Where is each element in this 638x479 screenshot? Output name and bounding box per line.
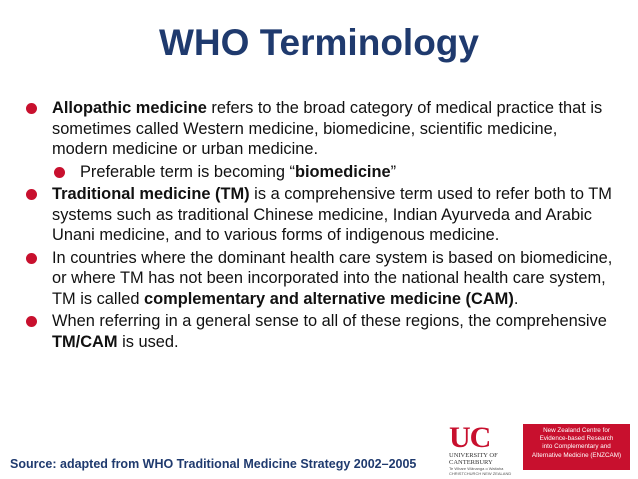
badge-line: into Complementary and xyxy=(542,443,611,451)
badge-line: New Zealand Centre for xyxy=(543,427,610,434)
bullet-bold-term: TM/CAM xyxy=(52,332,118,351)
slide-title: WHO Terminology xyxy=(159,22,479,63)
bullet-dot-icon xyxy=(26,103,37,114)
bullet-traditional xyxy=(24,184,614,246)
bullet-text: When referring in a general sense to all of these regions, the comprehensive xyxy=(52,312,607,330)
logo-line1: UNIVERSITY OF xyxy=(449,452,498,459)
bullet-tmcam xyxy=(24,311,614,352)
bullet-bold-term: biomedicine xyxy=(294,162,391,181)
bullet-allopathic xyxy=(24,98,614,160)
bullet-dot-icon xyxy=(26,189,37,200)
badge-line: Evidence-based Research xyxy=(539,435,614,443)
logo-line2: CANTERBURY xyxy=(449,459,493,466)
logo-city: CHRISTCHURCH NEW ZEALAND xyxy=(449,471,512,476)
bullet-dot-icon xyxy=(26,316,37,327)
uc-logo-mark: UC xyxy=(449,421,491,454)
bullet-text: . xyxy=(513,289,519,308)
bullet-bold-term: complementary and alternative medicine (CAM) xyxy=(144,289,514,308)
bullet-list xyxy=(24,98,614,354)
bullet-bold-term: Traditional medicine (TM) xyxy=(52,185,250,203)
bullet-bold-term: Allopathic medicine xyxy=(52,99,207,117)
enzcam-badge xyxy=(523,424,630,470)
bullet-text: refers to the broad category of medical practice that is sometimes called Western medicine, biomedicine, scientific medicine, modern medicine or urban medicine. xyxy=(52,99,603,158)
university-logo xyxy=(449,421,517,476)
bullet-text: In countries where the dominant health care system is based on biomedicine, or where TM has not been incorporated into the national health care system, TM is called xyxy=(52,248,613,308)
bullet-dot-icon xyxy=(26,253,37,264)
bullet-cam xyxy=(24,248,614,310)
bullet-text: is a comprehensive term used to refer both to TM systems such as traditional Chinese medicine, Indian Ayurveda and Arabic Unani medicine, and to various forms of indigenous medicine. xyxy=(52,185,612,244)
source-citation: Source: adapted from WHO Traditional Medicine Strategy 2002–2005 xyxy=(10,457,417,471)
logo-maori: Te Whare Wānanga o Waitaha xyxy=(449,466,504,471)
badge-line: Alternative Medicine (ENZCAM) xyxy=(531,451,622,459)
bullet-text: Preferable term is becoming “ xyxy=(80,162,295,181)
bullet-dot-icon xyxy=(54,167,65,178)
bullet-text: is used. xyxy=(117,332,179,351)
sub-bullet-biomedicine xyxy=(24,162,614,183)
bullet-text: ” xyxy=(390,162,397,181)
